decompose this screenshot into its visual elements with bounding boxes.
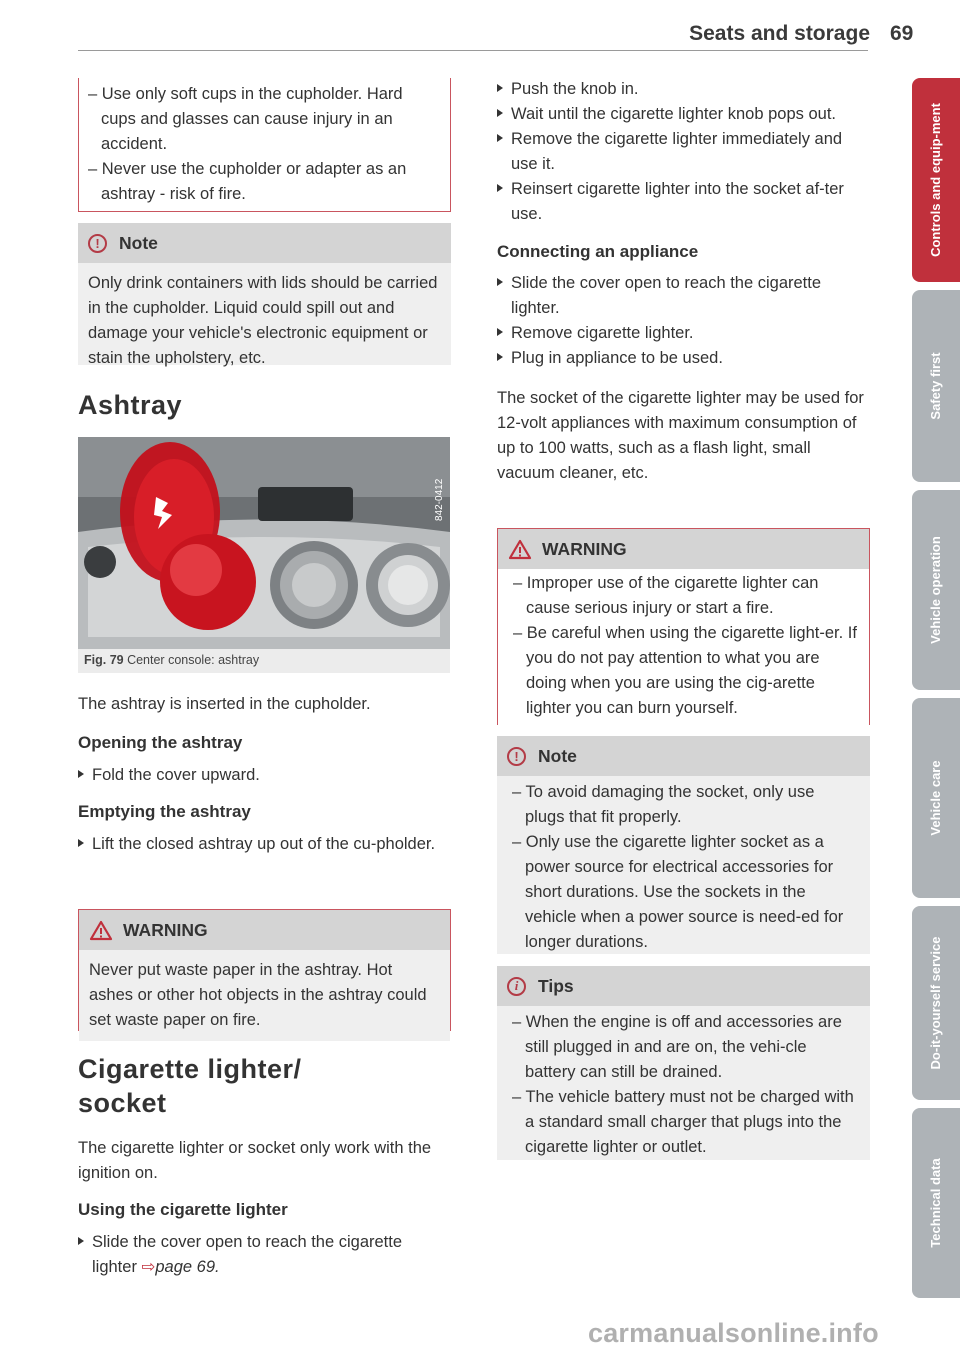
tips-title: Tips <box>538 975 574 996</box>
figure-code-vertical <box>430 445 446 525</box>
socket-text: The socket of the cigarette lighter may be used for 12-volt appliances with maximum consumption of up to 100 watts, such as a flash light, small vacuum cleaner, etc. <box>497 389 864 482</box>
ashtray-heading: Ashtray <box>78 390 183 420</box>
note-exclamation-icon: ! <box>88 234 107 253</box>
emptying-heading: Emptying the ashtray <box>78 802 251 821</box>
note-title: Note <box>538 745 577 766</box>
info-icon: i <box>507 977 526 996</box>
note-box-socket <box>497 736 870 954</box>
tab-controls-and-equipment[interactable]: Controls and equip-ment <box>912 78 960 282</box>
warning-item: – Never use the cupholder or adapter as an ashtray - risk of fire. <box>88 160 407 203</box>
warning-box-lighter <box>497 528 870 725</box>
note-title: Note <box>119 232 158 253</box>
ashtray-illustration <box>78 437 450 649</box>
note-text: Only drink containers with lids should be carried in the cupholder. Liquid could spill out and damage your vehicle's electronic equipment or stain the upholstery, etc. <box>88 274 438 367</box>
warning-item: – Be careful when using the cigarette light-er. If you do not pay attention to what you are doing when you are using the cig-arette lighter you can burn yourself. <box>513 624 857 717</box>
figure-label: Fig. 79 <box>84 653 124 667</box>
note-item: – To avoid damaging the socket, only use plugs that fit properly. <box>512 783 815 826</box>
tips-box <box>497 966 870 1160</box>
figure-caption <box>84 653 259 667</box>
emptying-step: Lift the closed ashtray up out of the cu-pholder. <box>78 832 450 857</box>
step-arrow-icon <box>497 184 503 192</box>
warning-header <box>79 910 450 950</box>
note-header <box>497 736 870 776</box>
figure-code: 842-0412 <box>434 478 445 521</box>
note-item: – Only use the cigarette lighter socket as a power source for electrical accessories for short durations. Use the sockets in the vehicle when a power source is need-ed for longer durations. <box>512 833 844 951</box>
ashtray-intro: The ashtray is inserted in the cupholder. <box>78 695 371 713</box>
step-remove: Remove the cigarette lighter immediately and use it. <box>497 127 869 177</box>
page-number: 69 <box>890 22 914 45</box>
figure-ashtray <box>78 437 450 673</box>
step-wait: Wait until the cigarette lighter knob pops out. <box>497 102 869 127</box>
step-arrow-icon <box>497 353 503 361</box>
step-slide-cover: Slide the cover open to reach the cigarette lighter. <box>497 271 869 321</box>
tab-vehicle-operation[interactable]: Vehicle operation <box>912 490 960 690</box>
tab-safety-first[interactable]: Safety first <box>912 290 960 482</box>
warning-triangle-icon <box>89 920 113 941</box>
warning-title: WARNING <box>123 919 208 940</box>
tips-header <box>497 966 870 1006</box>
tips-item: – When the engine is off and accessories are still plugged in and are on, the vehi-cle battery can still be drained. <box>512 1013 842 1081</box>
step-arrow-icon <box>497 278 503 286</box>
step-push-knob: Push the knob in. <box>497 77 869 102</box>
page-ref-arrow-icon: ⇨ <box>141 1258 156 1276</box>
using-step-1: Slide the cover open to reach the cigarette lighter ⇨page 69. <box>78 1230 450 1280</box>
step-arrow-icon <box>497 109 503 117</box>
running-header-title: Seats and storage <box>689 22 870 45</box>
using-heading: Using the cigarette lighter <box>78 1200 288 1219</box>
step-arrow-icon <box>78 1237 84 1245</box>
step-reinsert: Reinsert cigarette lighter into the socket af-ter use. <box>497 177 869 227</box>
tab-do-it-yourself-service[interactable]: Do-it-yourself service <box>912 906 960 1100</box>
warning-box-ashtray <box>78 909 451 1031</box>
step-remove-lighter: Remove cigarette lighter. <box>497 321 869 346</box>
warning-title: WARNING <box>542 538 627 559</box>
tab-technical-data[interactable]: Technical data <box>912 1108 960 1298</box>
warning-item: – Use only soft cups in the cupholder. Hard cups and glasses can cause injury in an accident. <box>88 85 403 153</box>
tab-vehicle-care[interactable]: Vehicle care <box>912 698 960 898</box>
opening-heading: Opening the ashtray <box>78 733 243 752</box>
warning-header <box>498 529 869 569</box>
warning-item: – Improper use of the cigarette lighter can cause serious injury or start a fire. <box>513 574 819 617</box>
watermark: carmanualsonline.info <box>588 1318 879 1348</box>
cigarette-intro: The cigarette lighter or socket only work with the ignition on. <box>78 1139 432 1182</box>
cigarette-lighter-heading: Cigarette lighter/ socket <box>78 1054 302 1118</box>
warning-triangle-icon <box>508 539 532 560</box>
note-header <box>78 223 451 263</box>
cupholder-warning-continued <box>78 78 451 212</box>
step-arrow-icon <box>78 839 84 847</box>
tips-item: – The vehicle battery must not be charged with a standard small charger that plugs into the cigarette lighter or outlet. <box>512 1088 854 1156</box>
figure-caption-text: Center console: ashtray <box>127 653 260 667</box>
step-arrow-icon <box>497 134 503 142</box>
page-reference-link[interactable]: page 69. <box>155 1258 220 1276</box>
connecting-heading: Connecting an appliance <box>497 242 699 261</box>
note-box-cupholder <box>78 223 451 365</box>
note-exclamation-icon: ! <box>507 747 526 766</box>
step-arrow-icon <box>497 84 503 92</box>
header-rule <box>78 50 868 51</box>
step-arrow-icon <box>78 770 84 778</box>
step-plug-in: Plug in appliance to be used. <box>497 346 869 371</box>
step-arrow-icon <box>497 328 503 336</box>
warning-text: Never put waste paper in the ashtray. Hot ashes or other hot objects in the ashtray could set waste paper on fire. <box>89 961 427 1029</box>
opening-step: Fold the cover upward. <box>78 763 450 788</box>
